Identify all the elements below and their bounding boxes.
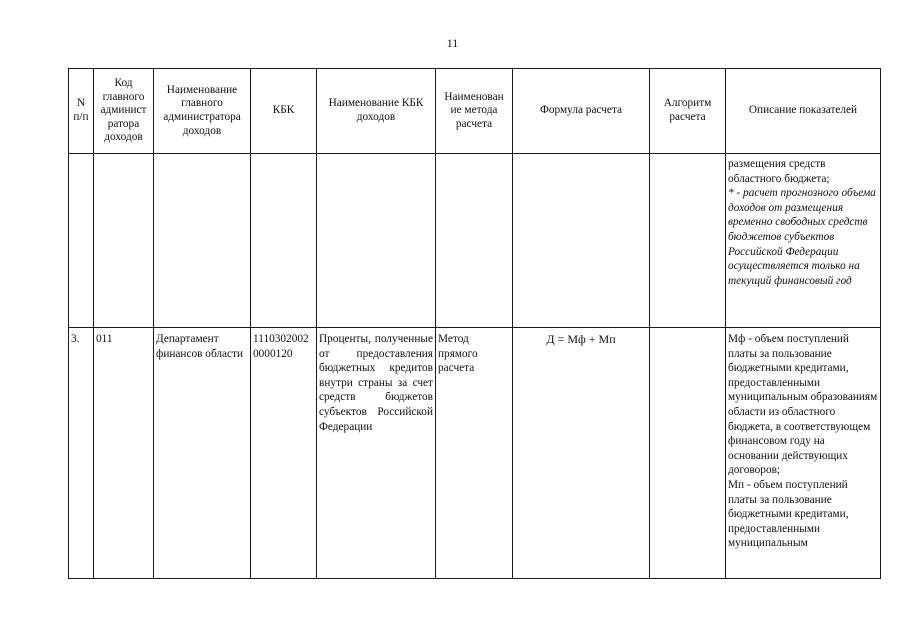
header-kbk-name: Наименование КБК доходов bbox=[317, 69, 436, 154]
header-admin-code: Код главного админист ратора доходов bbox=[94, 69, 154, 154]
cell-description-continuation bbox=[726, 154, 881, 328]
header-admin-name: Наименование главного администратора доходов bbox=[154, 69, 251, 154]
cell-description bbox=[726, 328, 881, 579]
cell-admin-name: Департамент финансов области bbox=[154, 328, 251, 579]
header-method: Наименован ие метода расчета bbox=[436, 69, 513, 154]
header-number: N п/п bbox=[69, 69, 94, 154]
cell-formula: Д = Мф + Мп bbox=[513, 328, 650, 579]
header-formula: Формула расчета bbox=[513, 69, 650, 154]
cell-empty bbox=[154, 154, 251, 328]
cell-method: Метод прямого расчета bbox=[436, 328, 513, 579]
cell-empty bbox=[513, 154, 650, 328]
page-number: 11 bbox=[446, 36, 459, 50]
header-kbk: КБК bbox=[251, 69, 317, 154]
cell-empty bbox=[436, 154, 513, 328]
description-text: Мп - объем поступлений платы за пользование бюджетными кредитами, предоставленными муниципальным bbox=[728, 478, 849, 550]
cell-algorithm bbox=[650, 328, 726, 579]
cell-kbk-name: Проценты, полученные от предоставления бюджетных кредитов внутри страны за счет средств бюджетов субъектов Российской Федерации bbox=[317, 328, 436, 579]
header-description: Описание показателей bbox=[726, 69, 881, 154]
header-algorithm: Алгоритм расчета bbox=[650, 69, 726, 154]
description-note: * - расчет прогнозного объема доходов от размещения временно свободных средств бюджетов субъектов Российской Федерации осуществляется только на текущий финансовый год bbox=[728, 187, 876, 287]
cell-empty bbox=[317, 154, 436, 328]
table-row-continuation bbox=[69, 154, 881, 328]
cell-empty bbox=[251, 154, 317, 328]
description-text: Мф - объем поступлений платы за пользование бюджетными кредитами, предоставленными муниципальным образованиям области из областного бюджета, в соответствующем финансовом году на основании действующих договоров; bbox=[728, 333, 878, 477]
revenue-forecast-table bbox=[68, 68, 881, 579]
cell-kbk: 11103020020000120 bbox=[251, 328, 317, 579]
cell-number: 3. bbox=[69, 328, 94, 579]
cell-admin-code: 011 bbox=[94, 328, 154, 579]
cell-empty bbox=[69, 154, 94, 328]
table-row bbox=[69, 328, 881, 579]
table-header-row bbox=[69, 69, 881, 154]
cell-empty bbox=[650, 154, 726, 328]
cell-empty bbox=[94, 154, 154, 328]
description-text: размещения средств областного бюджета; bbox=[728, 158, 830, 185]
